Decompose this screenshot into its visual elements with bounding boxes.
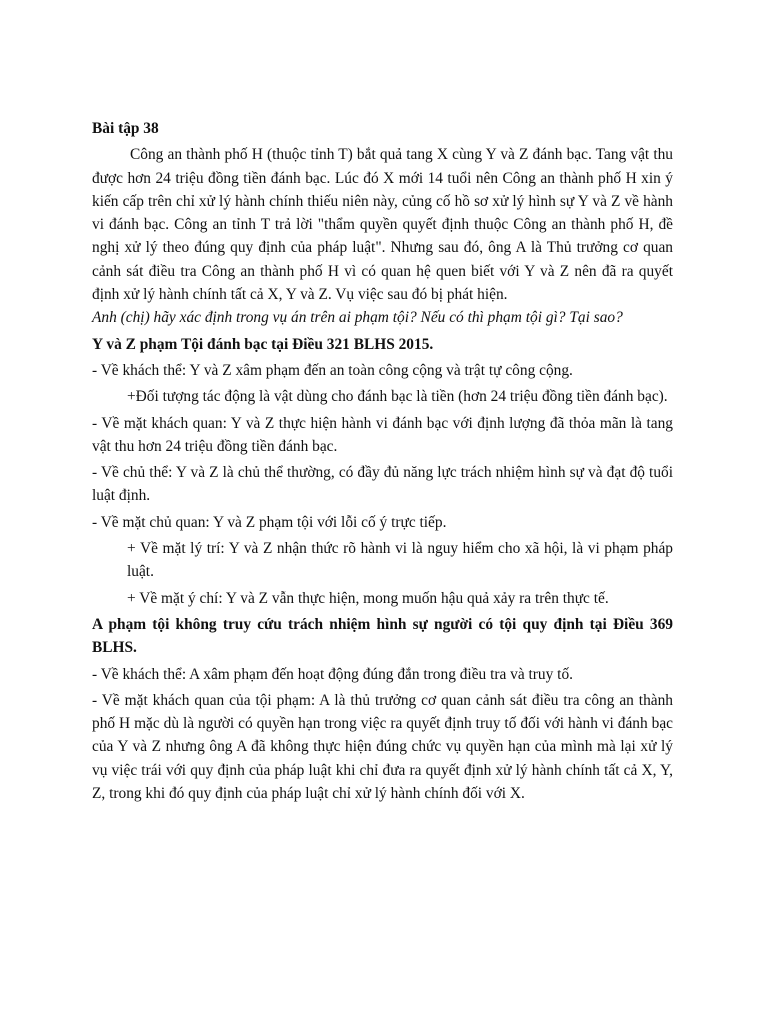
section1-khach-quan: - Về mặt khách quan: Y và Z thực hiện hành vi đánh bạc với định lượng đã thỏa mãn là tang vật thu hơn 24 triệu đồng tiền đánh bạc.	[92, 414, 673, 455]
section1-heading: Y và Z phạm Tội đánh bạc tại Điều 321 BLHS 2015.	[92, 335, 434, 353]
section2-heading: A phạm tội không truy cứu trách nhiệm hình sự người có tội quy định tại Điều 369 BLHS.	[92, 615, 673, 657]
question-text: Anh (chị) hãy xác định trong vụ án trên ai phạm tội? Nếu có thì phạm tội gì? Tại sao?	[92, 309, 623, 327]
section2-khach-quan: - Về mặt khách quan của tội phạm: A là thủ trưởng cơ quan cảnh sát điều tra công an thành phố H mặc dù là người có quyền hạn trong việc ra quyết định truy tố đối với hành vi đánh bạc của Y và Z nhưng ông A đã không thực hiện đúng chức vụ quyền hạn của mình mà lại xử lý vụ việc trái với quy định của pháp luật khi chỉ đưa ra quyết định xử lý hành chính tất cả X, Y, Z, trong khi đó quy định của pháp luật chỉ xử lý hành chính đối với X.	[92, 691, 673, 803]
section2-khach-the: - Về khách thể: A xâm phạm đến hoạt động đúng đắn trong điều tra và truy tố.	[92, 665, 573, 683]
exercise-title: Bài tập 38	[92, 120, 159, 137]
scenario-paragraph: Công an thành phố H (thuộc tỉnh T) bắt quả tang X cùng Y và Z đánh bạc. Tang vật thu được hơn 24 triệu đồng tiền đánh bạc. Lúc đó X mới 14 tuổi nên Công an thành phố H xin ý kiến cấp trên chỉ xử lý hành chính thiếu niên này, củng cố hồ sơ xử lý hình sự Y và Z về hành vi đánh bạc. Công an tỉnh T trả lời "thẩm quyền quyết định thuộc Công an thành phố H, đề nghị xử lý theo đúng quy định của pháp luật". Nhưng sau đó, ông A là Thủ trưởng cơ quan cảnh sát điều tra Công an thành phố H vì có quan hệ quen biết với Y và Z nên đã ra quyết định xử lý hành chính tất cả X, Y và Z. Vụ việc sau đó bị phát hiện.	[92, 146, 673, 304]
document-page	[92, 117, 673, 805]
section1-y-chi: + Về mặt ý chí: Y và Z vẫn thực hiện, mong muốn hậu quả xảy ra trên thực tế.	[127, 589, 609, 607]
section1-khach-the: - Về khách thể: Y và Z xâm phạm đến an toàn công cộng và trật tự công cộng.	[92, 361, 573, 379]
section1-chu-the: - Về chủ thể: Y và Z là chủ thể thường, có đầy đủ năng lực trách nhiệm hình sự và đạt độ tuổi luật định.	[92, 464, 673, 505]
section1-ly-tri: + Về mặt lý trí: Y và Z nhận thức rõ hành vi là nguy hiểm cho xã hội, là vi phạm pháp luật.	[127, 540, 673, 581]
section1-doi-tuong: +Đối tượng tác động là vật dùng cho đánh bạc là tiền (hơn 24 triệu đồng tiền đánh bạc).	[127, 388, 668, 406]
section1-chu-quan: - Về mặt chủ quan: Y và Z phạm tội với lỗi cố ý trực tiếp.	[92, 513, 447, 531]
